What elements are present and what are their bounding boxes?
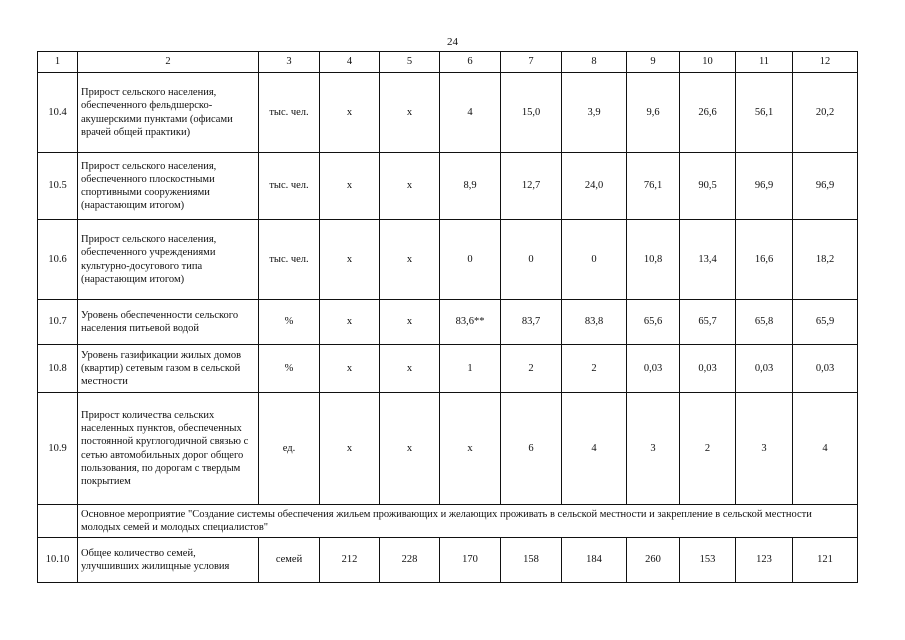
table-row: [38, 393, 858, 505]
column-header: 5: [380, 52, 440, 73]
section-row: [38, 505, 858, 538]
row-number: 10.8: [38, 345, 78, 393]
value-cell: 170: [440, 538, 501, 583]
column-header: 6: [440, 52, 501, 73]
row-number: 10.7: [38, 300, 78, 345]
value-cell: 26,6: [680, 73, 736, 153]
column-header: 11: [736, 52, 793, 73]
value-cell: 65,6: [627, 300, 680, 345]
indicator-description: Уровень газификации жилых домов (квартир) сетевым газом в сельской местности: [78, 345, 259, 393]
value-cell: 212: [320, 538, 380, 583]
value-cell: 56,1: [736, 73, 793, 153]
table-row: [38, 300, 858, 345]
value-cell: 9,6: [627, 73, 680, 153]
indicator-description: Прирост количества сельских населенных пунктов, обеспеченных постоянной круглогодичной связью с сетью автомобильных дорог общего пользования, по дорогам с твердым покрытием: [78, 393, 259, 505]
value-cell: х: [320, 300, 380, 345]
column-header: 8: [562, 52, 627, 73]
unit-cell: тыс. чел.: [259, 153, 320, 220]
value-cell: 2: [562, 345, 627, 393]
indicator-description: Общее количество семей, улучшивших жилищные условия: [78, 538, 259, 583]
indicator-description: Прирост сельского населения, обеспеченного фельдшерско-акушерскими пунктами (офисами врачей общей практики): [78, 73, 259, 153]
value-cell: 13,4: [680, 220, 736, 300]
value-cell: 4: [793, 393, 858, 505]
table-row: [38, 153, 858, 220]
value-cell: 16,6: [736, 220, 793, 300]
section-number-cell: [38, 505, 78, 538]
value-cell: 65,7: [680, 300, 736, 345]
value-cell: х: [380, 220, 440, 300]
value-cell: 83,7: [501, 300, 562, 345]
value-cell: 3: [627, 393, 680, 505]
column-header: 4: [320, 52, 380, 73]
unit-cell: %: [259, 345, 320, 393]
table-row: [38, 73, 858, 153]
table-row: [38, 220, 858, 300]
unit-cell: тыс. чел.: [259, 73, 320, 153]
unit-cell: тыс. чел.: [259, 220, 320, 300]
value-cell: 4: [440, 73, 501, 153]
value-cell: 6: [501, 393, 562, 505]
value-cell: 15,0: [501, 73, 562, 153]
value-cell: 96,9: [736, 153, 793, 220]
indicator-description: Прирост сельского населения, обеспеченного плоскостными спортивными сооружениями (нарастающим итогом): [78, 153, 259, 220]
value-cell: 90,5: [680, 153, 736, 220]
page-number: 24: [447, 36, 458, 48]
value-cell: 260: [627, 538, 680, 583]
value-cell: 0: [501, 220, 562, 300]
value-cell: 228: [380, 538, 440, 583]
value-cell: 123: [736, 538, 793, 583]
value-cell: х: [320, 73, 380, 153]
column-header: 3: [259, 52, 320, 73]
value-cell: 76,1: [627, 153, 680, 220]
value-cell: 3: [736, 393, 793, 505]
value-cell: х: [320, 220, 380, 300]
value-cell: 1: [440, 345, 501, 393]
value-cell: 96,9: [793, 153, 858, 220]
row-number: 10.10: [38, 538, 78, 583]
value-cell: 4: [562, 393, 627, 505]
table-row: [38, 538, 858, 583]
column-header: 9: [627, 52, 680, 73]
value-cell: х: [380, 300, 440, 345]
value-cell: 24,0: [562, 153, 627, 220]
row-number: 10.5: [38, 153, 78, 220]
value-cell: 65,9: [793, 300, 858, 345]
value-cell: х: [320, 393, 380, 505]
value-cell: 184: [562, 538, 627, 583]
value-cell: х: [320, 345, 380, 393]
column-header: 10: [680, 52, 736, 73]
value-cell: 12,7: [501, 153, 562, 220]
value-cell: х: [380, 73, 440, 153]
value-cell: 8,9: [440, 153, 501, 220]
value-cell: 83,8: [562, 300, 627, 345]
value-cell: х: [320, 153, 380, 220]
indicator-description: Прирост сельского населения, обеспеченного учреждениями культурно-досугового типа (нарастающим итогом): [78, 220, 259, 300]
column-header: 1: [38, 52, 78, 73]
value-cell: 0,03: [680, 345, 736, 393]
section-title: Основное мероприятие "Создание системы обеспечения жильем проживающих и желающих проживать в сельской местности и закрепление в сельской местности молодых семей и молодых специалистов": [78, 505, 858, 538]
value-cell: 10,8: [627, 220, 680, 300]
value-cell: 65,8: [736, 300, 793, 345]
value-cell: 121: [793, 538, 858, 583]
value-cell: 3,9: [562, 73, 627, 153]
value-cell: 20,2: [793, 73, 858, 153]
indicator-description: Уровень обеспеченности сельского населения питьевой водой: [78, 300, 259, 345]
row-number: 10.4: [38, 73, 78, 153]
value-cell: х: [440, 393, 501, 505]
value-cell: 0,03: [736, 345, 793, 393]
value-cell: 0,03: [627, 345, 680, 393]
row-number: 10.6: [38, 220, 78, 300]
value-cell: 0: [440, 220, 501, 300]
value-cell: 158: [501, 538, 562, 583]
column-header: 2: [78, 52, 259, 73]
unit-cell: %: [259, 300, 320, 345]
value-cell: 0: [562, 220, 627, 300]
value-cell: 0,03: [793, 345, 858, 393]
column-number-row: [38, 52, 858, 73]
column-header: 12: [793, 52, 858, 73]
table-row: [38, 345, 858, 393]
value-cell: 2: [680, 393, 736, 505]
value-cell: х: [380, 345, 440, 393]
indicators-table: [37, 51, 858, 583]
column-header: 7: [501, 52, 562, 73]
value-cell: 153: [680, 538, 736, 583]
value-cell: х: [380, 393, 440, 505]
value-cell: 83,6**: [440, 300, 501, 345]
value-cell: 2: [501, 345, 562, 393]
value-cell: х: [380, 153, 440, 220]
value-cell: 18,2: [793, 220, 858, 300]
unit-cell: семей: [259, 538, 320, 583]
unit-cell: ед.: [259, 393, 320, 505]
row-number: 10.9: [38, 393, 78, 505]
